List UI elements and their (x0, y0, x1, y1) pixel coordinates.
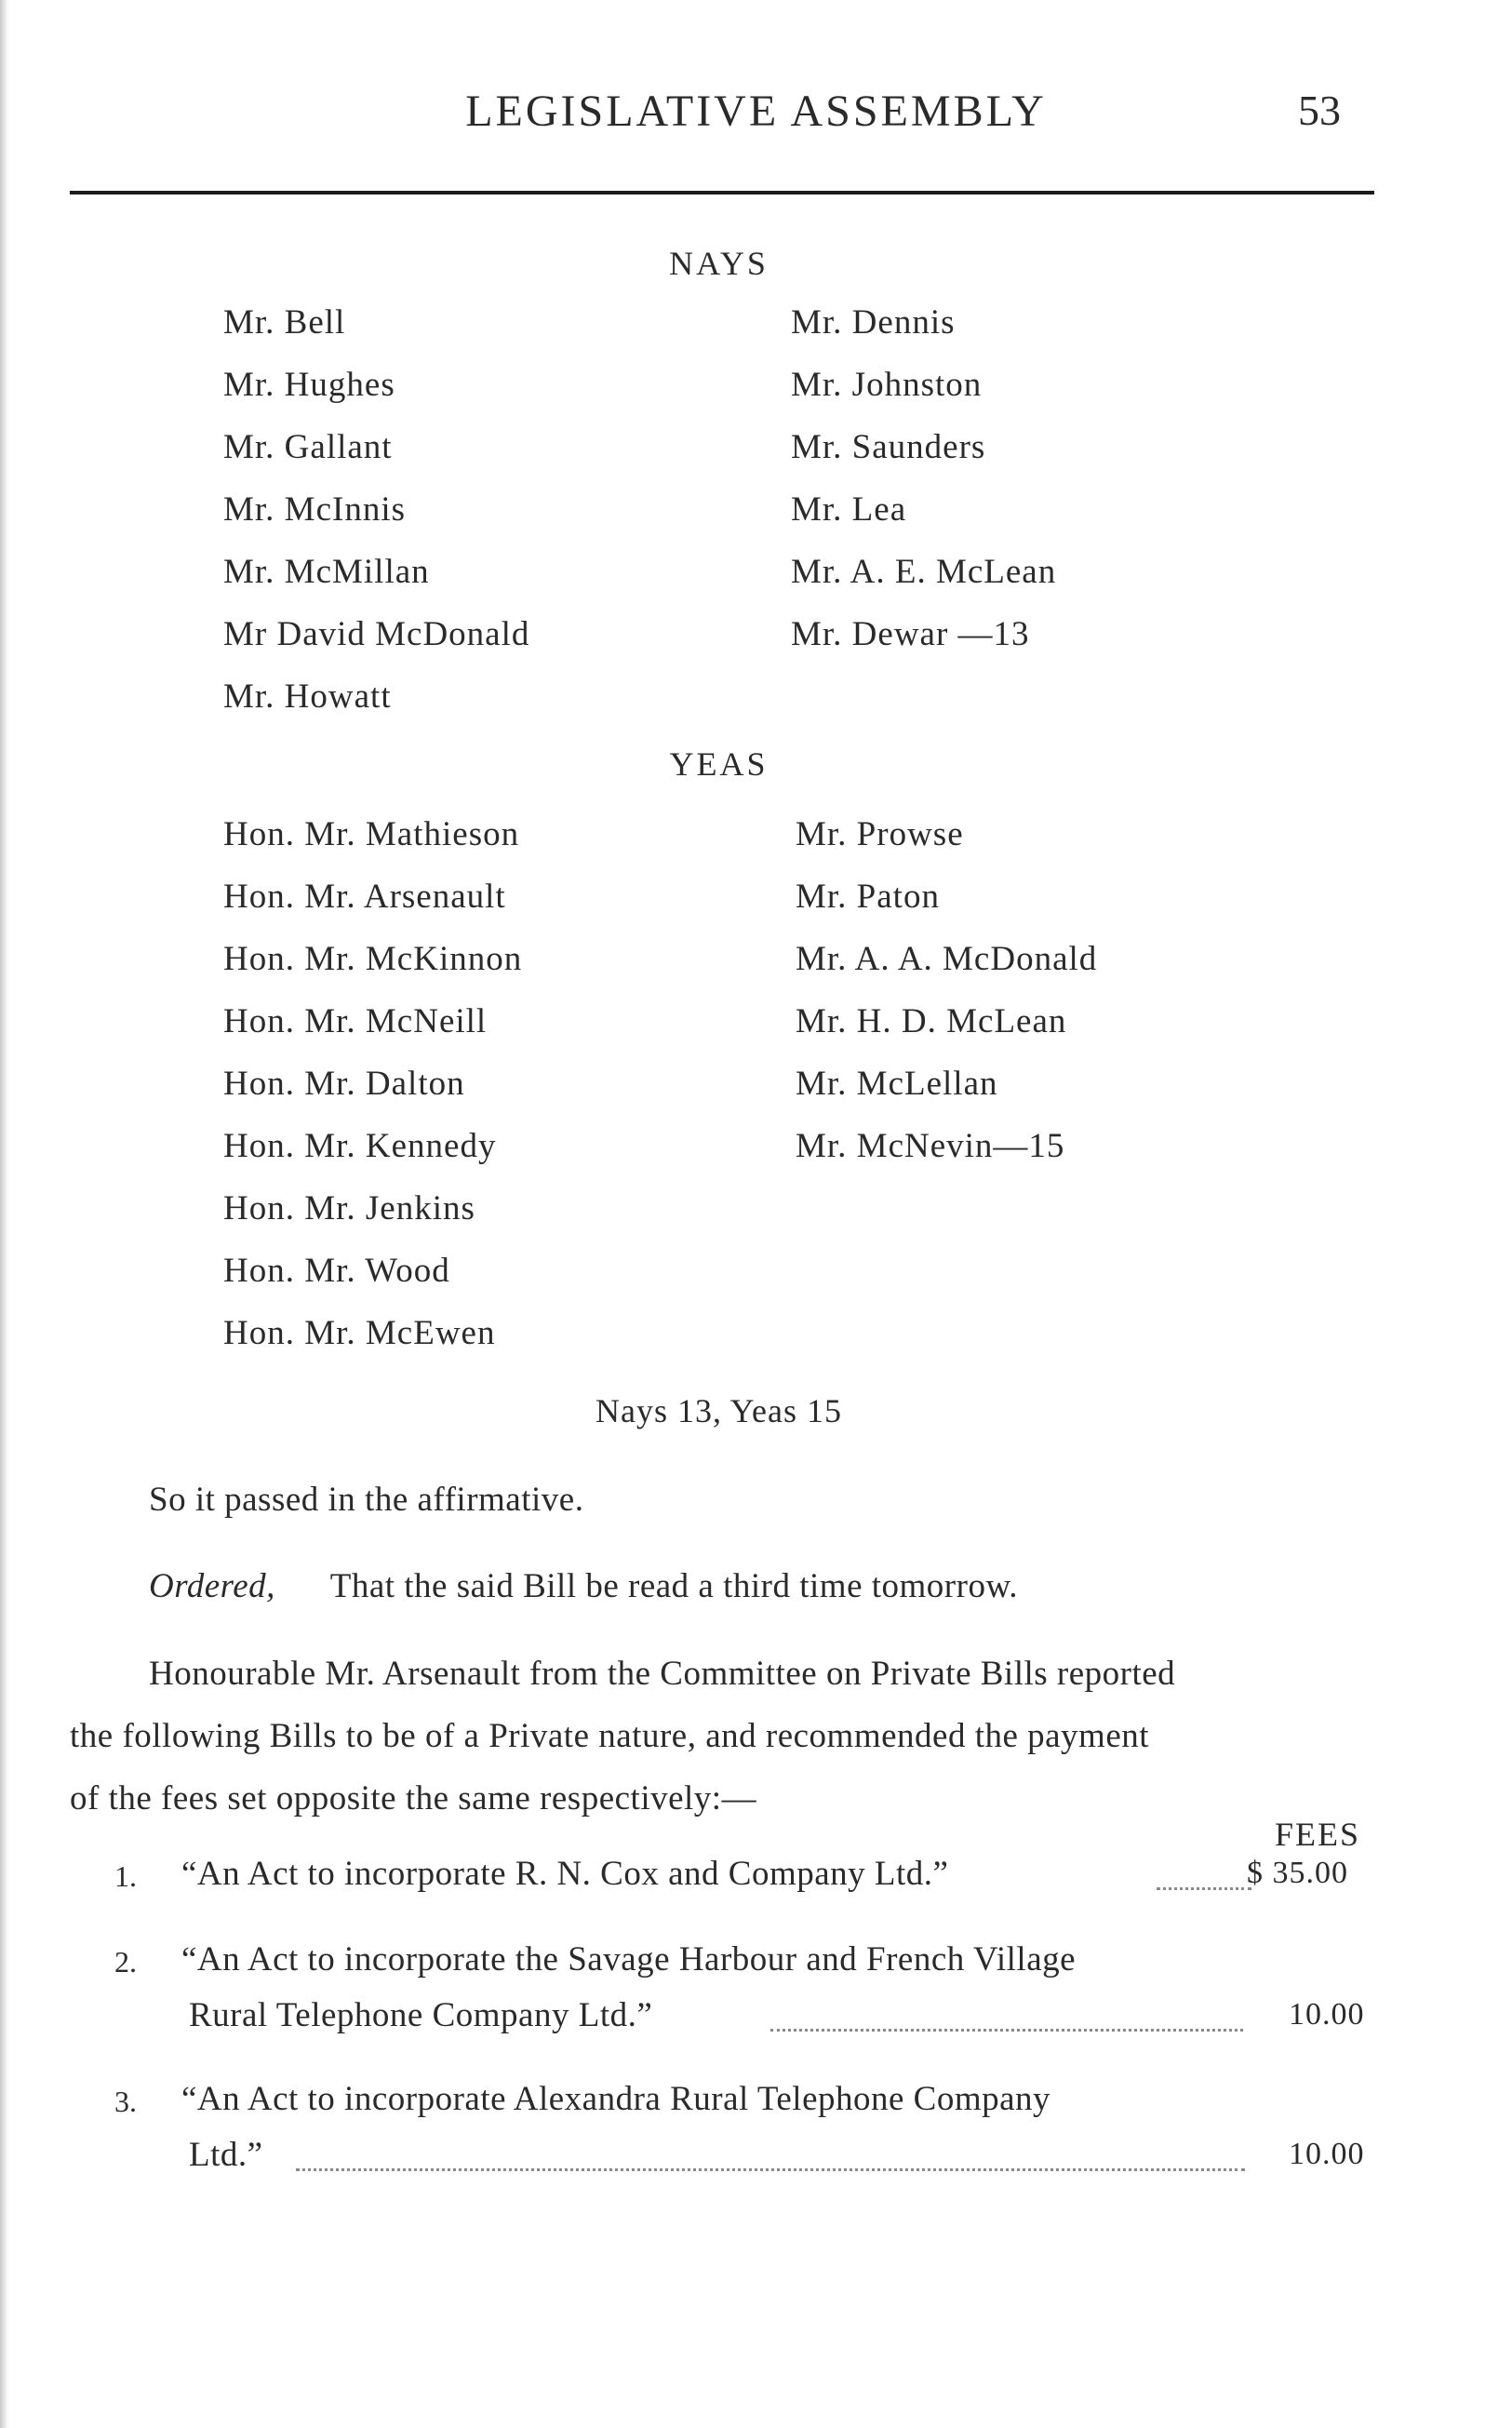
bill-number: 3. (114, 2085, 137, 2118)
yea-member: Hon. Mr. Arsenault (223, 878, 506, 916)
report-line: of the fees set opposite the same respectively:— (70, 1779, 757, 1818)
page-header-title: LEGISLATIVE ASSEMBLY (465, 87, 1047, 136)
nay-member: Mr. Hughes (223, 366, 395, 404)
yea-member: Hon. Mr. McNeill (223, 1002, 488, 1040)
bill-title: “An Act to incorporate Alexandra Rural Telephone Company (181, 2080, 1051, 2118)
yeas-heading: YEAS (669, 745, 769, 783)
ordered-statement (149, 1566, 1018, 1606)
yea-member: Mr. Prowse (796, 815, 964, 853)
nay-member: Mr. Howatt (223, 677, 392, 716)
bill-fee: 10.00 (1289, 2137, 1365, 2171)
nay-member: Mr. Bell (223, 303, 346, 342)
report-line: Honourable Mr. Arsenault from the Committee on Private Bills reported (149, 1655, 1176, 1693)
passed-statement: So it passed in the affirmative. (149, 1481, 584, 1519)
bill-fee: 10.00 (1289, 1997, 1365, 2032)
page-edge-shadow (0, 0, 9, 2428)
nay-member: Mr. Saunders (791, 428, 986, 466)
bill-number: 2. (114, 1945, 137, 1979)
header-rule (70, 191, 1374, 195)
page-number: 53 (1298, 87, 1341, 134)
bill-fee: $ 35.00 (1247, 1856, 1348, 1890)
vote-tally: Nays 13, Yeas 15 (595, 1392, 842, 1429)
yea-member: Hon. Mr. Dalton (223, 1065, 465, 1103)
yea-member: Mr. McNevin—15 (796, 1127, 1065, 1165)
bill-number: 1. (114, 1859, 137, 1893)
yea-member: Hon. Mr. McEwen (223, 1314, 496, 1352)
bill-title-continued: Ltd.” (189, 2136, 263, 2174)
yea-member: Mr. A. A. McDonald (796, 940, 1098, 978)
fees-heading: FEES (1275, 1816, 1361, 1853)
nay-member: Mr. Dennis (791, 303, 956, 342)
ordered-label: Ordered, (149, 1567, 275, 1605)
dot-leader (296, 2168, 1245, 2171)
yea-member: Mr. H. D. McLean (796, 1002, 1067, 1040)
nay-member: Mr. Johnston (791, 366, 983, 404)
yea-member: Mr. Paton (796, 878, 940, 916)
ordered-text: That the said Bill be read a third time tomorrow. (329, 1567, 1019, 1605)
dot-leader (770, 2029, 1243, 2032)
report-line: the following Bills to be of a Private nature, and recommended the payment (70, 1717, 1150, 1755)
dot-leader (1157, 1887, 1251, 1890)
bill-title: “An Act to incorporate the Savage Harbour and French Village (181, 1940, 1077, 1979)
yea-member: Hon. Mr. Mathieson (223, 815, 520, 853)
nay-member: Mr. McInnis (223, 490, 406, 529)
nay-member: Mr. Dewar —13 (791, 615, 1030, 653)
nay-member: Mr. McMillan (223, 553, 430, 591)
nays-heading: NAYS (669, 245, 769, 282)
yea-member: Hon. Mr. Jenkins (223, 1189, 475, 1227)
yea-member: Hon. Mr. McKinnon (223, 940, 523, 978)
nay-member: Mr David McDonald (223, 615, 530, 653)
nay-member: Mr. Lea (791, 490, 907, 529)
yea-member: Hon. Mr. Kennedy (223, 1127, 497, 1165)
yea-member: Mr. McLellan (796, 1065, 998, 1103)
nay-member: Mr. Gallant (223, 428, 393, 466)
yea-member: Hon. Mr. Wood (223, 1252, 450, 1290)
nay-member: Mr. A. E. McLean (791, 553, 1057, 591)
bill-title-continued: Rural Telephone Company Ltd.” (189, 1996, 653, 2034)
bill-title: “An Act to incorporate R. N. Cox and Company Ltd.” (181, 1855, 949, 1893)
